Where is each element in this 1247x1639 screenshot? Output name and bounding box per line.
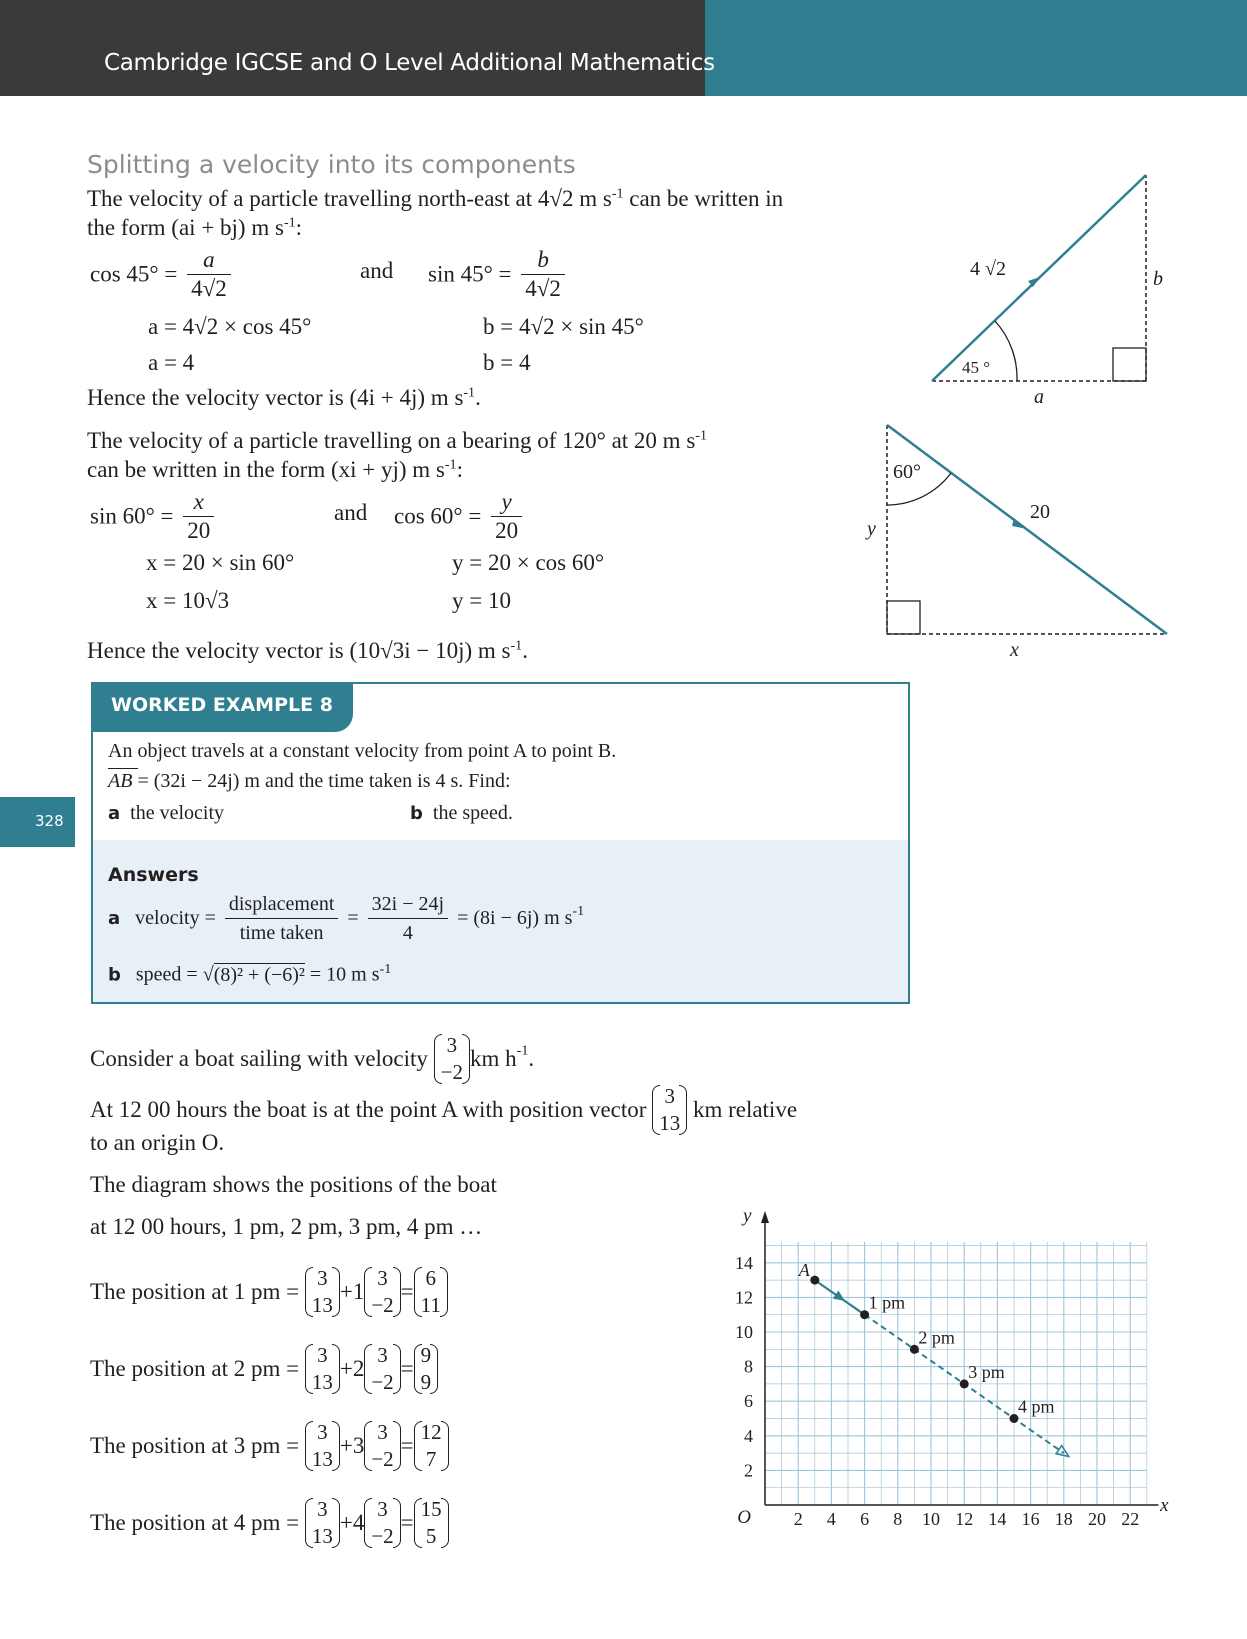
x-tick-label: 2 (793, 1509, 803, 1529)
page-number: 328 (35, 812, 64, 830)
answer-b: b speed = √(8)² + (−6)² = 10 m $s^{-1}$ (108, 962, 392, 986)
origin-label: O (737, 1507, 751, 1528)
boat-paragraph-3: to an origin O. (90, 1130, 225, 1155)
book-title: Cambridge IGCSE and O Level Additional Mathematics (104, 50, 715, 76)
hypotenuse-label-1: 4 √2 (970, 258, 1006, 280)
header-accent-bar (705, 0, 1247, 96)
x-axis-label: x (1160, 1495, 1169, 1516)
cos60-equation: cos 60° = $\frac{y}{20}$ (394, 488, 526, 545)
x-tick-label: 22 (1121, 1509, 1140, 1529)
position-row-3pm: The position at 3 pm = 3 13 +3 3 −2 = 12 7 (90, 1419, 449, 1473)
side-a-label: a (1034, 386, 1044, 408)
part-b-question: b the speed. (410, 802, 513, 824)
north-east-velocity-diagram (920, 165, 1170, 410)
y-tick-label: 8 (744, 1356, 753, 1377)
point-label: A (798, 1260, 810, 1281)
x-tick-label: 12 (955, 1509, 974, 1529)
x-tick-label: 8 (893, 1509, 903, 1529)
sin45-equation: sin 45° = $\frac{b}{4√2}$ (428, 246, 569, 303)
x-tick-label: 16 (1021, 1509, 1040, 1529)
point-label: 2 pm (918, 1327, 955, 1348)
y-tick-label: 2 (744, 1460, 753, 1481)
y-axis-label: y (743, 1205, 752, 1227)
part-a-question: a the velocity (108, 802, 225, 824)
y-equation-1: y = 20 × cos 60° (452, 550, 605, 575)
boat-paragraph-4: The diagram shows the positions of the boat (90, 1172, 497, 1197)
position-row-4pm: The position at 4 pm = 3 13 +4 3 −2 = 15 5 (90, 1496, 449, 1550)
point-label: 1 pm (868, 1292, 906, 1313)
y-tick-label: 6 (744, 1391, 753, 1412)
paragraph-2-line-2: can be written in the form (xi + yj) m $s^{-1}$: (87, 457, 463, 482)
x-tick-label: 18 (1054, 1509, 1073, 1529)
paragraph-1-line-2: the form (ai + bj) m $s^{-1}$: (87, 215, 302, 240)
position-point (810, 1276, 819, 1285)
side-b-label: b (1153, 268, 1163, 290)
x-tick-label: 6 (860, 1509, 870, 1529)
hence-1: Hence the velocity vector is (4i + 4j) m $s^{-1}$. (87, 385, 481, 410)
boat-position-chart (700, 1200, 1180, 1535)
x-tick-label: 14 (988, 1509, 1007, 1529)
worked-example-title: WORKED EXAMPLE 8 (111, 694, 333, 716)
and-word-1: and (360, 258, 394, 283)
b-equation-2: b = 4 (483, 350, 531, 375)
hence-2: Hence the velocity vector is (10√3i − 10j) m $s^{-1}$. (87, 638, 528, 663)
x-tick-label: 10 (922, 1509, 940, 1529)
y-equation-2: y = 10 (452, 588, 511, 613)
answer-a: a velocity = $\frac{\text{displacement}}{\text{time taken}}$ = $\frac{32i - 24j}{4}$ = (8i − 6j) m $s^{-1}$ (108, 890, 584, 947)
y-tick-label: 4 (744, 1425, 753, 1446)
header-bar (0, 0, 705, 96)
b-equation-1: b = 4√2 × sin 45° (483, 314, 644, 339)
x-tick-label: 4 (826, 1509, 836, 1529)
cos45-equation: cos 45° = $\frac{a}{4√2}$ (90, 246, 235, 303)
y-axis-arrow (761, 1211, 769, 1223)
section-heading: Splitting a velocity into its components (87, 150, 576, 179)
a-equation-1: a = 4√2 × cos 45° (148, 314, 312, 339)
angle-label-60: 60° (893, 461, 921, 483)
sin60-equation: sin 60° = $\frac{x}{20}$ (90, 488, 218, 545)
a-equation-2: a = 4 (148, 350, 195, 375)
y-tick-label: 12 (735, 1287, 753, 1308)
x-equation-2: x = 10√3 (146, 588, 230, 613)
bearing-velocity-diagram (862, 415, 1182, 660)
and-word-2: and (334, 500, 368, 525)
boat-paragraph-2: At 12 00 hours the boat is at the point A with position vector 3 13 km relative (90, 1084, 798, 1135)
vector-arrow-bar (108, 768, 138, 773)
paragraph-1-line-1: The velocity of a particle travelling north-east at 4√2 m $s^{-1}$ can be written in (87, 186, 784, 211)
y-tick-label: 10 (735, 1322, 753, 1342)
example-question-2: AB = (32i − 24j) m and the time taken is 4 s. Find: (108, 770, 511, 792)
boat-paragraph-5: at 12 00 hours, 1 pm, 2 pm, 3 pm, 4 pm … (90, 1214, 483, 1239)
point-label: 3 pm (968, 1361, 1005, 1382)
hypotenuse-label-2: 20 (1030, 501, 1050, 523)
point-label: 4 pm (1018, 1396, 1055, 1417)
boat-paragraph-1: Consider a boat sailing with velocity 3 −2 km $h^{-1}$. (90, 1033, 535, 1084)
x-equation-1: x = 20 × sin 60° (146, 550, 295, 575)
side-x-label: x (1010, 639, 1019, 660)
answers-heading: Answers (108, 864, 199, 886)
side-y-label: y (867, 518, 876, 540)
paragraph-2-line-1: The velocity of a particle travelling on a bearing of 120° at 20 m $s^{-1}$ (87, 428, 707, 453)
angle-label-45: 45 ° (962, 358, 991, 377)
x-tick-label: 20 (1088, 1509, 1106, 1529)
position-row-1pm: The position at 1 pm = 3 13 +1 3 −2 = 6 11 (90, 1265, 448, 1319)
position-row-2pm: The position at 2 pm = 3 13 +2 3 −2 = 9 9 (90, 1342, 438, 1396)
example-question-1: An object travels at a constant velocity from point A to point B. (108, 740, 617, 762)
y-tick-label: 14 (735, 1252, 753, 1273)
